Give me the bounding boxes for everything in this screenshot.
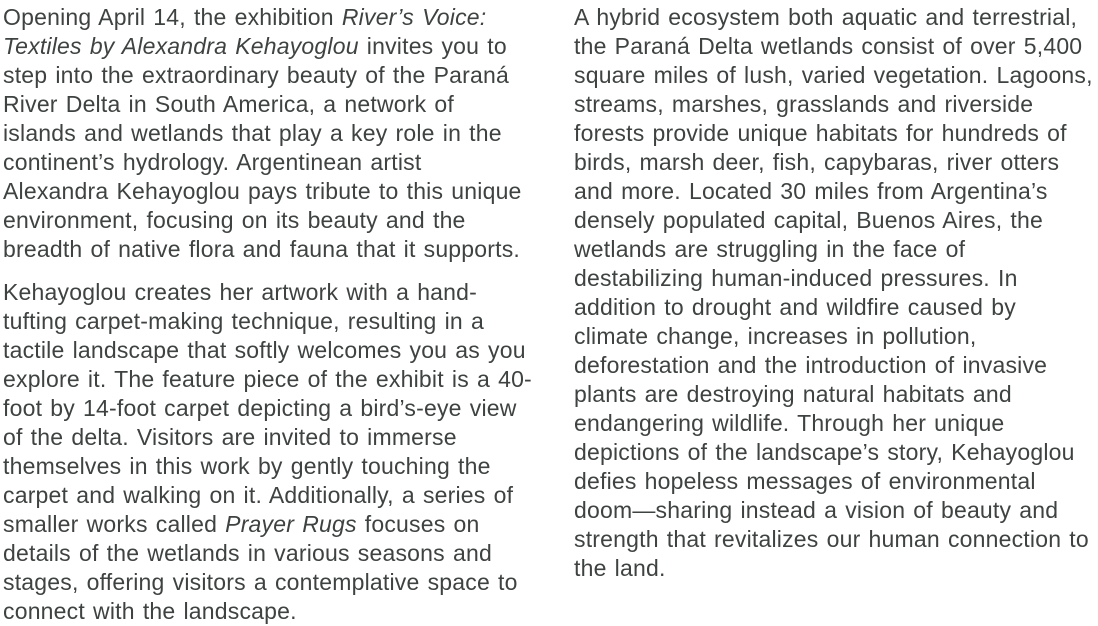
paragraph-delta-ecosystem [574, 3, 1098, 583]
text-segment: invites you to step into the extraordinary beauty of the Paraná River Delta in South America, a network of islands and wetlands that play a key role in the continent’s hydrology. Argentinean artist Alexandra Kehayoglou pays tribute to this unique environment, focusing on its beauty and the breadth of native flora and fauna that it supports. [3, 33, 522, 262]
exhibition-title-text: River’s Voice: Textiles by Alexandra Kehayoglou [3, 4, 487, 59]
text-segment: focuses on details of the wetlands in various seasons and stages, offering visitors a contemplative space to connect with the landscape. [3, 511, 518, 624]
right-text-column [574, 3, 1098, 626]
paragraph-exhibition-intro [3, 3, 532, 264]
text-segment: Opening April 14, the exhibition [3, 4, 342, 30]
prayer-rugs-title-text: Prayer Rugs [225, 511, 357, 537]
left-text-column [3, 3, 532, 626]
text-segment: Kehayoglou creates her artwork with a hand-tufting carpet-making technique, resulting in a tactile landscape that softly welcomes you as you explore it. The feature piece of the exhibit is a 40-foot by 14-foot carpet depicting a bird’s-eye view of the delta. Visitors are invited to immerse themselves in this work by gently touching the carpet and walking on it. Additionally, a series of smaller works called [3, 279, 532, 537]
text-segment: A hybrid ecosystem both aquatic and terrestrial, the Paraná Delta wetlands consist of over 5,400 square miles of lush, varied vegetation. Lagoons, streams, marshes, grasslands and riverside forests provide unique habitats for hundreds of birds, marsh deer, fish, capybaras, river otters and more. Located 30 miles from Argentina’s densely populated capital, Buenos Aires, the wetlands are struggling in the face of destabilizing human-induced pressures. In addition to drought and wildfire caused by climate change, increases in pollution, deforestation and the introduction of invasive plants are destroying natural habitats and endangering wildlife. Through her unique depictions of the landscape’s story, Kehayoglou defies hopeless messages of environmental doom—sharing instead a vision of beauty and strength that revitalizes our human connection to the land. [574, 4, 1093, 581]
paragraph-artwork-technique [3, 278, 532, 626]
